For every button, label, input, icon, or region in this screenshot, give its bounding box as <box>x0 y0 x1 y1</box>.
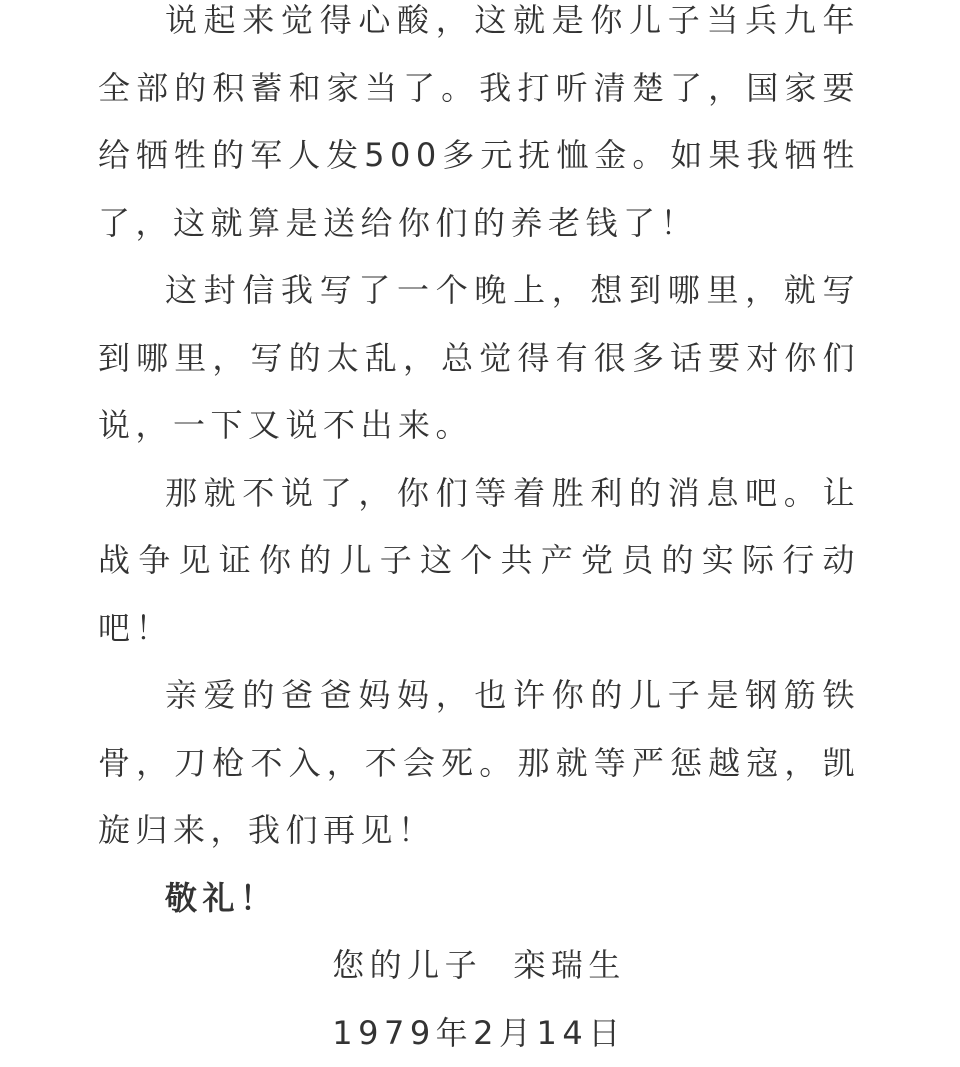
letter-salutation: 敬礼！ <box>98 865 860 933</box>
letter-date: 1979年2月14日 <box>98 1000 860 1067</box>
letter-body <box>98 0 860 1067</box>
letter-signature: 您的儿子 栾瑞生 <box>98 932 860 1000</box>
letter-paragraph: 说起来觉得心酸，这就是你儿子当兵九年全部的积蓄和家当了。我打听清楚了，国家要给牺牲的军人发500多元抚恤金。如果我牺牲了，这就算是送给你们的养老钱了！ <box>98 0 860 257</box>
letter-paragraph: 亲爱的爸爸妈妈，也许你的儿子是钢筋铁骨，刀枪不入，不会死。那就等严惩越寇，凯旋归来，我们再见！ <box>98 662 860 865</box>
letter-paragraph: 这封信我写了一个晚上，想到哪里，就写到哪里，写的太乱，总觉得有很多话要对你们说，一下又说不出来。 <box>98 257 860 460</box>
letter-paragraph: 那就不说了，你们等着胜利的消息吧。让战争见证你的儿子这个共产党员的实际行动吧！ <box>98 460 860 663</box>
